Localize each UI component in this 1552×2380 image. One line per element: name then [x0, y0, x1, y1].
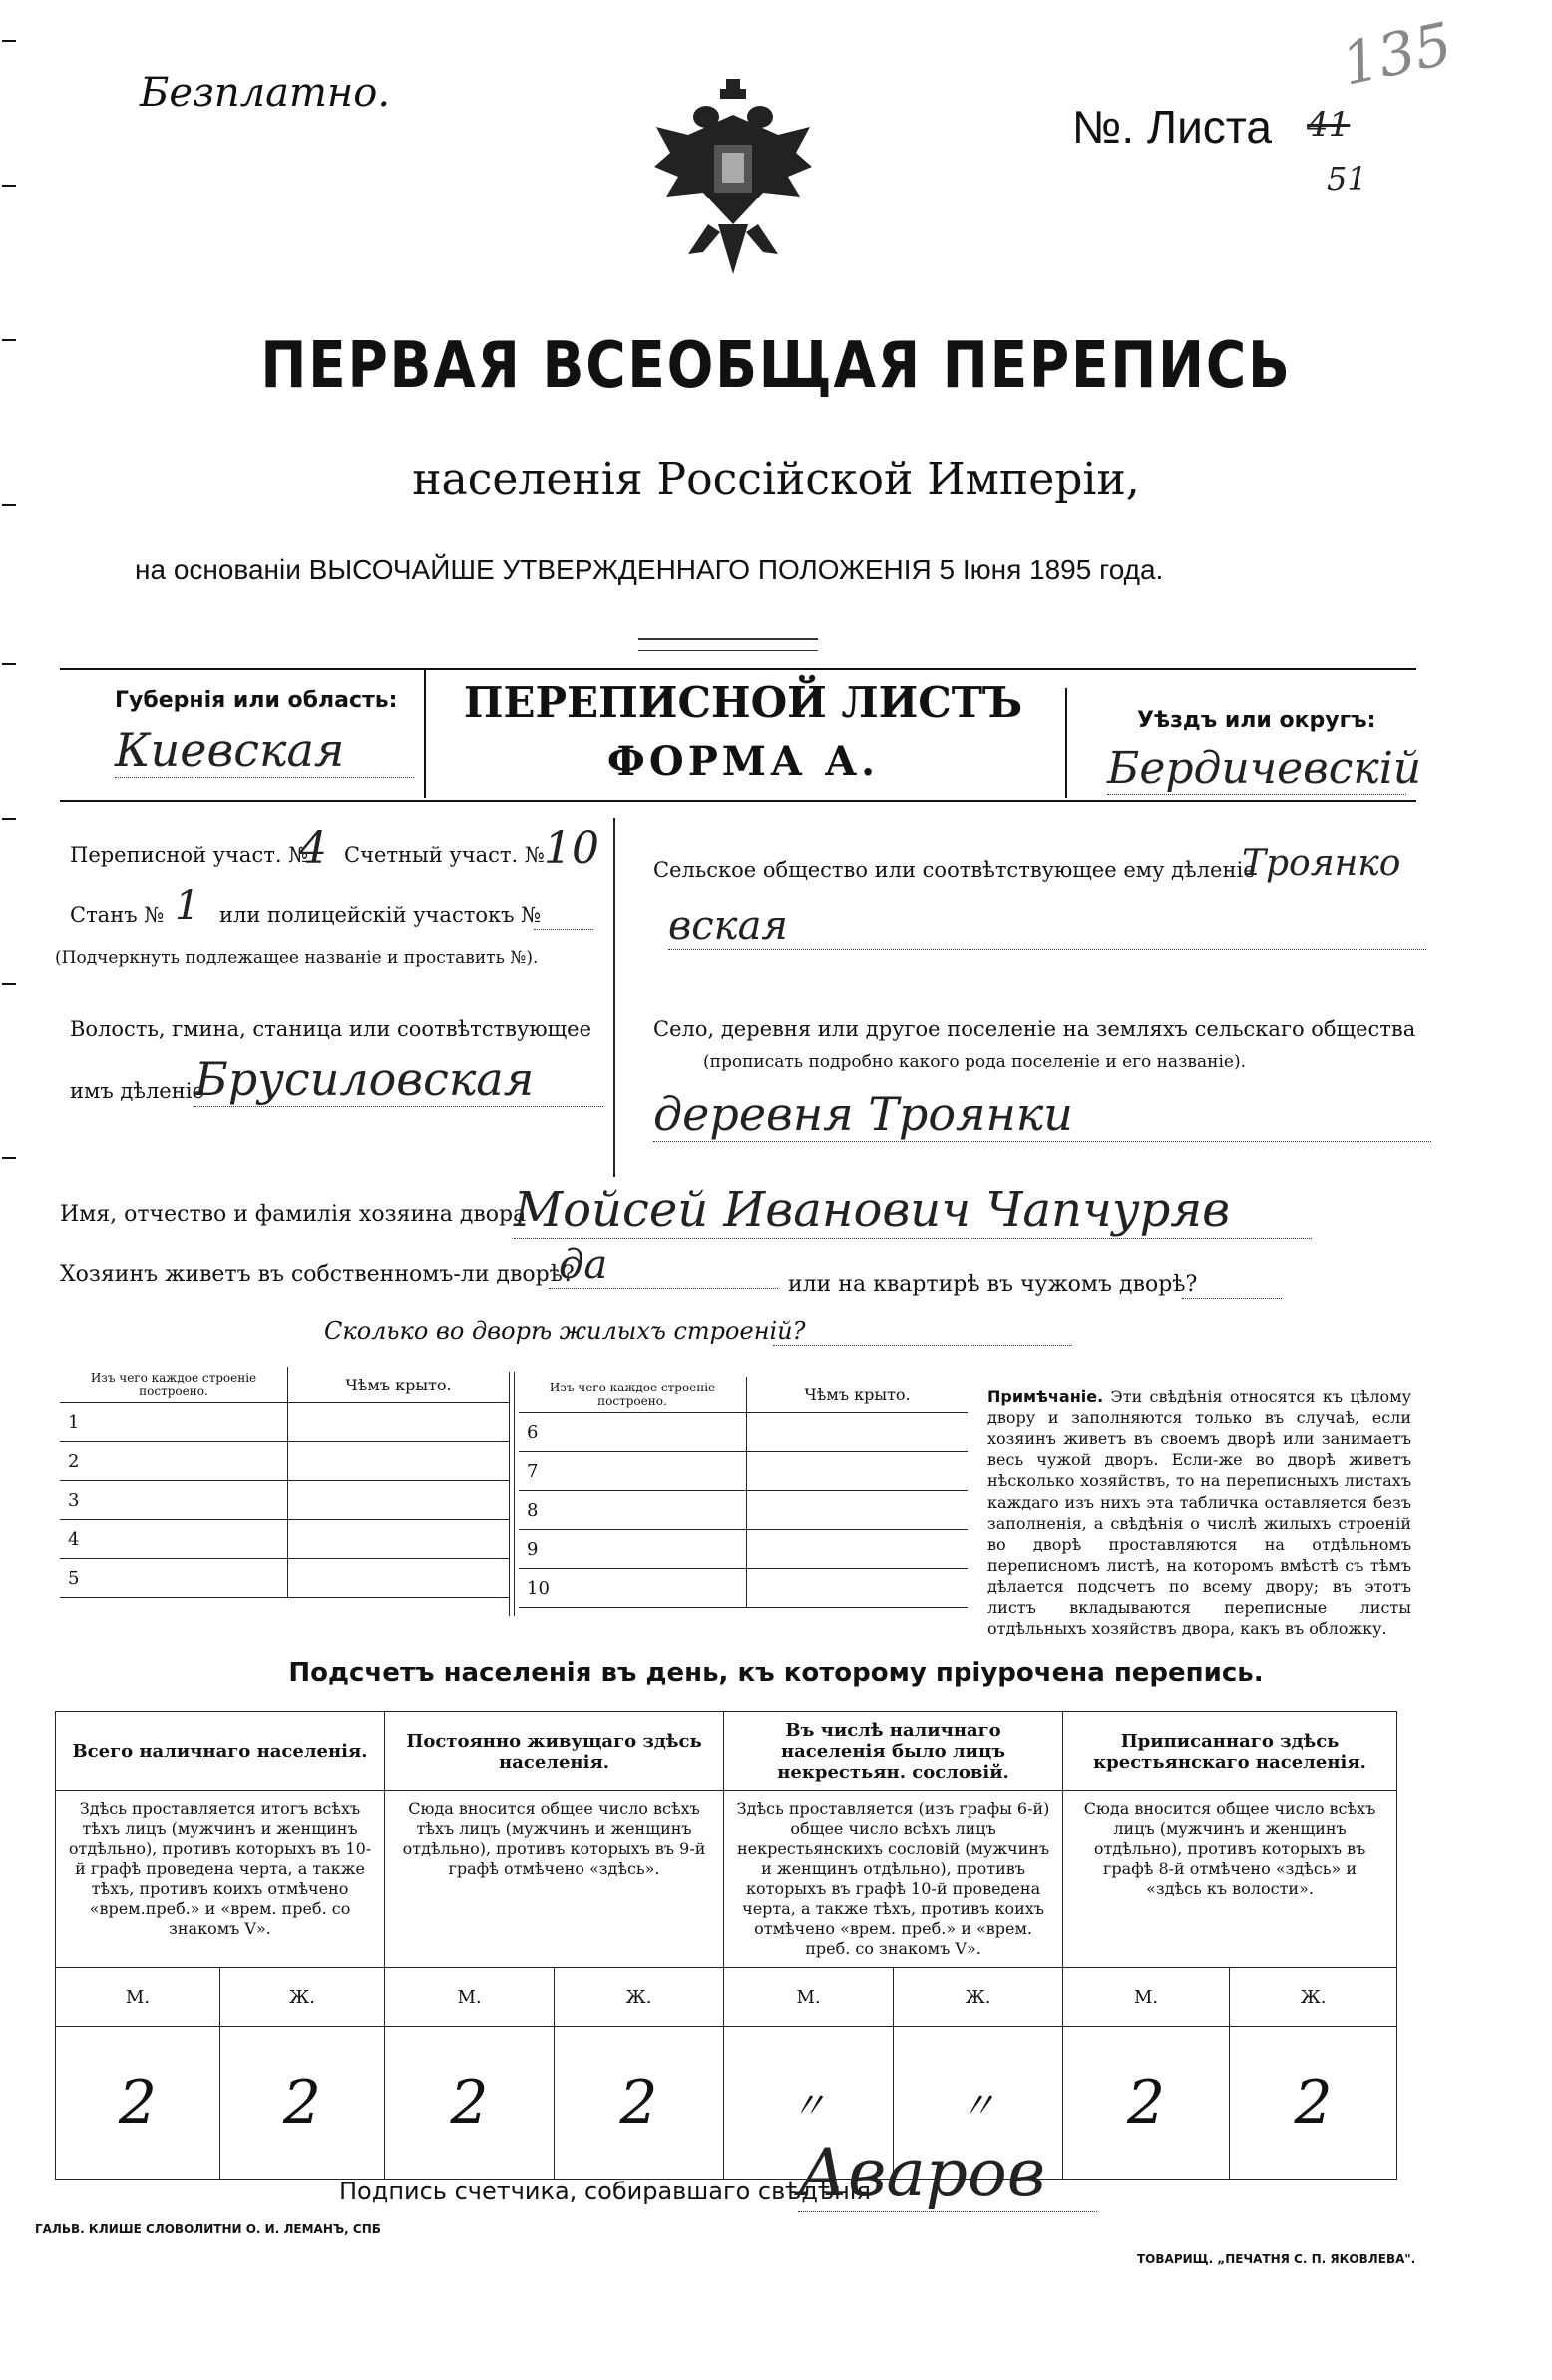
buildings-label: Сколько во дворѣ жилыхъ строеній? [324, 1317, 806, 1345]
owner-name-label: Имя, отчество и фамилія хозяина двора [60, 1202, 527, 1227]
non-peasant-female-value: 〃 [894, 2027, 1063, 2180]
registered-male-value: 2 [1063, 2027, 1230, 2180]
table-cell[interactable] [288, 1520, 510, 1559]
total-female-value: 2 [220, 2027, 385, 2180]
stan-label: Станъ № [70, 903, 165, 927]
form-title: ПЕРЕПИСНОЙ ЛИСТЪ [463, 678, 1023, 727]
table-row: 3 [60, 1481, 288, 1520]
count-section-value: 10 [544, 823, 599, 874]
permanent-male-value: 2 [385, 2027, 555, 2180]
col-desc-non-peasant: Здѣсь проставляется (изъ графы 6-й) общее число всѣхъ лицъ некрестьянскихъ сословій (мужчинъ и женщинъ отдѣльно), противъ которыхъ въ графѣ 10-й проведена черта, а также тѣхъ, противъ коихъ отмѣчено «врем. преб.» и «врем. преб. со знакомъ V». [724, 1791, 1063, 1968]
society-value: Троянко [1242, 843, 1401, 884]
table-cell[interactable] [747, 1413, 969, 1452]
female-header: Ж. [220, 1968, 385, 2027]
village-value: деревня Троянки [653, 1087, 1431, 1142]
buildings-value [773, 1319, 1072, 1346]
printer-left: ГАЛЬВ. КЛИШЕ СЛОВОЛИТНИ О. И. ЛЕМАНЪ, СПБ [35, 2222, 381, 2236]
rented-label: или на квартирѣ въ чужомъ дворѣ? [788, 1272, 1198, 1297]
village-note: (прописать подробно какого рода поселеніе и его названіе). [703, 1052, 1246, 1072]
col-header-registered: Приписаннаго здѣсь крестьянскаго населенія. [1063, 1712, 1397, 1791]
basis-line: на основаніи ВЫСОЧАЙШЕ УТВЕРЖДЕННАГО ПОЛОЖЕНІЯ 5 Іюня 1895 года. [135, 554, 1164, 585]
volost-value: Брусиловская [194, 1052, 603, 1107]
male-header: М. [385, 1968, 555, 2027]
male-header: М. [1063, 1968, 1230, 2027]
col-desc-registered: Сюда вносится общее число всѣхъ лицъ (мужчинъ и женщинъ отдѣльно), противъ которыхъ въ графѣ 8-й отмѣчено «здѣсь» и «здѣсь къ волости». [1063, 1791, 1397, 1968]
col-header-non-peasant: Въ числѣ наличнаго населенія было лицъ некрестьян. сословій. [724, 1712, 1063, 1791]
volost-label-2: имъ дѣленіе [70, 1079, 204, 1103]
table-cell[interactable] [747, 1452, 969, 1491]
police-value [534, 903, 593, 930]
table-cell[interactable] [747, 1491, 969, 1530]
col-header-permanent: Постоянно живущаго здѣсь населенія. [385, 1712, 724, 1791]
table-cell[interactable] [288, 1481, 510, 1520]
table-row: 7 [519, 1452, 747, 1491]
registered-female-value: 2 [1230, 2027, 1397, 2180]
society-value-continued: вская [668, 903, 1426, 950]
district-value: Бердичевскій [1107, 743, 1422, 794]
own-yard-value: да [549, 1242, 778, 1289]
district-label: Уѣздъ или округъ: [1137, 708, 1376, 733]
sheet-number-value: 51 [1327, 160, 1367, 198]
permanent-female-value: 2 [555, 2027, 724, 2180]
sheet-number-struck: 41 [1307, 105, 1351, 145]
table-separator [509, 1372, 515, 1616]
table-row: 4 [60, 1520, 288, 1559]
female-header: Ж. [1230, 1968, 1397, 2027]
table-row: 9 [519, 1530, 747, 1569]
main-title: ПЕРВАЯ ВСЕОБЩАЯ ПЕРЕПИСЬ [260, 329, 1292, 403]
col-desc-total: Здѣсь проставляется итогъ всѣхъ тѣхъ лицъ (мужчинъ и женщинъ отдѣльно), противъ которыхъ въ 10-й графѣ проведена черта, а также тѣхъ, противъ коихъ отмѣчено «врем.преб.» и «врем. преб. со знакомъ V». [56, 1791, 385, 1968]
archive-number: 135 [1336, 9, 1458, 99]
eagle-emblem-icon [648, 75, 818, 294]
district-box [1065, 688, 1422, 798]
col-built-header: Изъ чего каждое строеніе построено. [519, 1377, 747, 1413]
scan-mark [2, 1157, 16, 1159]
table-row: 10 [519, 1569, 747, 1608]
ornament-divider [638, 638, 818, 651]
society-label: Сельское общество или соотвѣтствующее ему дѣленіе [653, 858, 1256, 882]
census-section-label: Переписной участ. № [70, 843, 309, 867]
table-row: 1 [60, 1403, 288, 1442]
note-text: Эти свѣдѣнія относятся къ цѣлому двору и заполняются только въ случаѣ, если хозяинъ живетъ въ своемъ дворѣ или занимаетъ весь чужой дворъ. Если-же во дворѣ живетъ нѣсколько хозяйствъ, то на переписныхъ листахъ каждаго изъ нихъ эта табличка оставляется безъ заполненія, а свѣдѣнія о числѣ жилыхъ строеній во дворѣ проставляются на отдѣльномъ переписномъ листѣ, на которомъ вмѣстѣ съ тѣмъ дѣлается подсчетъ по всему двору; въ этотъ листъ вкладываются переписные листы отдѣльныхъ хозяйствъ двора, какъ въ обложку. [987, 1388, 1412, 1639]
table-cell[interactable] [288, 1403, 510, 1442]
scan-mark [2, 339, 16, 341]
own-yard-label: Хозяинъ живетъ въ собственномъ-ли дворѣ? [60, 1262, 575, 1287]
form-subtitle: ФОРМА А. [606, 738, 880, 785]
volost-label: Волость, гмина, станица или соотвѣтствующее [70, 1017, 592, 1041]
male-header: М. [724, 1968, 894, 2027]
stan-value: 1 [175, 883, 200, 929]
col-desc-permanent: Сюда вносится общее число всѣхъ тѣхъ лицъ (мужчинъ и женщинъ отдѣльно), противъ которыхъ въ 9-й графѣ отмѣчено «здѣсь». [385, 1791, 724, 1968]
table-row: 5 [60, 1559, 288, 1598]
female-header: Ж. [555, 1968, 724, 2027]
scan-mark [2, 185, 16, 187]
printer-right: ТОВАРИЩ. „ПЕЧАТНЯ С. П. ЯКОВЛЕВА". [1137, 2252, 1416, 2266]
table-cell[interactable] [747, 1569, 969, 1608]
total-male-value: 2 [56, 2027, 220, 2180]
signature-label: Подпись счетчика, собиравшаго свѣдѣнія [339, 2178, 871, 2205]
signature-value: Аваров [798, 2135, 1097, 2212]
census-section-value: 4 [299, 823, 327, 874]
buildings-table-right [519, 1377, 968, 1608]
province-box [60, 668, 426, 798]
owner-name-value: Мойсей Иванович Чапчуряв [514, 1182, 1312, 1239]
count-section-label: Счетный участ. № [344, 843, 545, 867]
col-header-total: Всего наличнаго населенія. [56, 1712, 385, 1791]
free-label: Безплатно. [140, 70, 391, 116]
table-row: 6 [519, 1413, 747, 1452]
non-peasant-male-value: 〃 [724, 2027, 894, 2180]
table-row: 2 [60, 1442, 288, 1481]
scan-mark [2, 983, 16, 985]
sheet-number-label: №. Листа [1072, 101, 1272, 153]
table-cell[interactable] [288, 1559, 510, 1598]
male-header: М. [56, 1968, 220, 2027]
table-row: 8 [519, 1491, 747, 1530]
col-built-header: Изъ чего каждое строеніе построено. [60, 1367, 288, 1403]
population-heading: Подсчетъ населенія въ день, къ которому пріурочена перепись. [288, 1658, 1264, 1688]
subtitle: населенія Россійской Имперіи, [412, 454, 1140, 505]
note-block [987, 1387, 1411, 1639]
table-cell[interactable] [747, 1530, 969, 1569]
population-table [55, 1711, 1397, 2180]
scan-mark [2, 663, 16, 665]
scan-mark [2, 818, 16, 820]
field-divider [613, 818, 615, 1177]
underline-note: (Подчеркнуть подлежащее названіе и проставить №). [55, 948, 539, 968]
police-label: или полицейскій участокъ № [219, 903, 542, 927]
buildings-table-left [60, 1367, 509, 1598]
scan-mark [2, 40, 16, 42]
note-title: Примѣчаніе. [987, 1388, 1104, 1406]
province-value: Киевская [115, 723, 414, 778]
table-cell[interactable] [288, 1442, 510, 1481]
village-label: Село, деревня или другое поселеніе на земляхъ сельскаго общества [653, 1017, 1416, 1041]
female-header: Ж. [894, 1968, 1063, 2027]
rented-value [1182, 1272, 1282, 1299]
col-roof-header: Чѣмъ крыто. [288, 1367, 510, 1403]
province-label: Губернія или область: [115, 688, 398, 713]
col-roof-header: Чѣмъ крыто. [747, 1377, 969, 1413]
